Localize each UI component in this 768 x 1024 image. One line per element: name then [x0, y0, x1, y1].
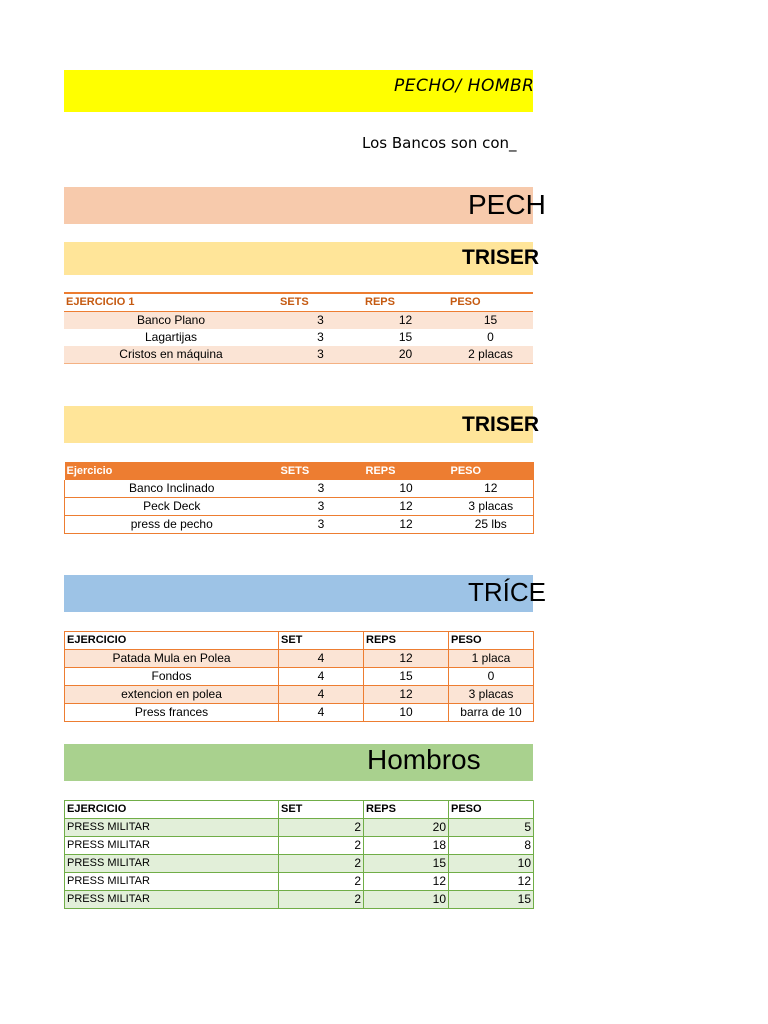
section-header-hombros: [64, 744, 533, 781]
header-cell: PESO: [448, 293, 533, 312]
section-title-triserie-2: TRISER: [462, 413, 540, 436]
exercise-cell[interactable]: Press frances: [65, 704, 279, 722]
sets-cell[interactable]: 4: [279, 704, 364, 722]
exercise-table-triceps: [64, 631, 534, 722]
table-row: [65, 819, 534, 837]
exercise-cell[interactable]: Fondos: [65, 668, 279, 686]
sets-cell[interactable]: 2: [279, 855, 364, 873]
sets-cell[interactable]: 3: [279, 516, 364, 534]
header-cell: SET: [279, 632, 364, 650]
header-cell: Ejercicio: [65, 462, 279, 480]
reps-cell[interactable]: 12: [364, 498, 449, 516]
weight-cell[interactable]: barra de 10: [449, 704, 534, 722]
weight-cell[interactable]: 25 lbs: [449, 516, 534, 534]
weight-cell[interactable]: 2 placas: [448, 346, 533, 364]
weight-cell[interactable]: 0: [487, 330, 494, 344]
header-cell: REPS: [364, 632, 449, 650]
exercise-cell[interactable]: Lagartijas: [144, 330, 198, 344]
section-header-triceps: [64, 575, 546, 612]
exercise-cell[interactable]: Banco Plano: [64, 312, 278, 330]
reps-cell[interactable]: 12: [364, 650, 449, 668]
header-cell: REPS: [363, 293, 448, 312]
sets-cell[interactable]: 3: [279, 480, 364, 498]
reps-cell[interactable]: 20: [363, 346, 448, 364]
table-row: [65, 498, 534, 516]
table-row: [65, 650, 534, 668]
reps-cell[interactable]: 15: [364, 855, 449, 873]
table-header-row: [64, 293, 533, 312]
sets-cell[interactable]: 4: [279, 668, 364, 686]
sets-cell[interactable]: 3: [278, 312, 363, 330]
weight-cell[interactable]: 0: [449, 668, 534, 686]
sets-cell[interactable]: 2: [279, 819, 364, 837]
header-cell: PESO: [449, 462, 534, 480]
sets-cell[interactable]: 3: [278, 346, 363, 364]
exercise-cell[interactable]: Patada Mula en Polea: [65, 650, 279, 668]
table-row: [65, 668, 534, 686]
sets-cell[interactable]: 2: [279, 891, 364, 909]
reps-cell[interactable]: 12: [364, 873, 449, 891]
weight-cell[interactable]: 1 placa: [449, 650, 534, 668]
weight-cell[interactable]: 12: [449, 480, 534, 498]
sets-cell[interactable]: 3: [279, 498, 364, 516]
exercise-cell[interactable]: PRESS MILITAR: [65, 891, 279, 909]
table-header-row: [65, 632, 534, 650]
reps-cell[interactable]: 12: [364, 686, 449, 704]
sets-cell[interactable]: 3: [317, 330, 324, 344]
exercise-table-hombros: [64, 800, 534, 909]
weight-cell[interactable]: 15: [449, 891, 534, 909]
header-cell: SETS: [279, 462, 364, 480]
title-band: [64, 70, 533, 112]
exercise-cell[interactable]: PRESS MILITAR: [65, 819, 279, 837]
section-title-triceps: TRÍCE: [468, 577, 546, 607]
exercise-cell[interactable]: Peck Deck: [65, 498, 279, 516]
section-header-triserie-2: [64, 406, 540, 443]
reps-cell[interactable]: 15: [364, 668, 449, 686]
reps-cell[interactable]: 15: [398, 330, 413, 344]
exercise-table-2: [64, 462, 534, 534]
table-row: [65, 704, 534, 722]
table-row: [64, 312, 533, 330]
exercise-cell[interactable]: press de pecho: [65, 516, 279, 534]
sets-cell[interactable]: 2: [279, 837, 364, 855]
weight-cell[interactable]: 15: [448, 312, 533, 330]
bench-note: Los Bancos son con_: [362, 134, 517, 152]
reps-cell[interactable]: 12: [364, 516, 449, 534]
header-cell: REPS: [364, 462, 449, 480]
sets-cell[interactable]: 4: [279, 650, 364, 668]
exercise-cell[interactable]: Cristos en máquina: [64, 346, 278, 364]
table-header-row: [65, 801, 534, 819]
weight-cell[interactable]: 5: [449, 819, 534, 837]
weight-cell[interactable]: 10: [449, 855, 534, 873]
reps-cell[interactable]: 18: [364, 837, 449, 855]
page-title: PECHO/ HOMBR: [394, 76, 535, 96]
header-cell: EJERCICIO: [65, 632, 279, 650]
header-cell: EJERCICIO 1: [64, 293, 278, 312]
table-row: [65, 891, 534, 909]
exercise-cell[interactable]: PRESS MILITAR: [65, 837, 279, 855]
weight-cell[interactable]: 12: [449, 873, 534, 891]
weight-cell[interactable]: 3 placas: [449, 498, 534, 516]
exercise-cell[interactable]: Banco Inclinado: [65, 480, 279, 498]
table-row: [65, 686, 534, 704]
section-title-hombros: Hombros: [367, 744, 481, 775]
reps-cell[interactable]: 10: [364, 704, 449, 722]
exercise-table-1: [64, 292, 533, 364]
table-row: [65, 480, 534, 498]
section-title-pecho: PECH: [468, 189, 546, 220]
table-row: [65, 873, 534, 891]
table-row: [65, 516, 534, 534]
weight-cell[interactable]: 8: [449, 837, 534, 855]
sets-cell[interactable]: 4: [279, 686, 364, 704]
table-row: [65, 837, 534, 855]
sets-cell[interactable]: 2: [279, 873, 364, 891]
section-title-triserie-1: TRISER: [462, 246, 540, 269]
reps-cell[interactable]: 12: [363, 312, 448, 330]
header-cell: PESO: [449, 801, 534, 819]
reps-cell[interactable]: 10: [364, 480, 449, 498]
table-row: [64, 329, 533, 346]
header-cell: SETS: [278, 293, 363, 312]
header-cell: REPS: [364, 801, 449, 819]
table-row: [64, 346, 533, 364]
table-row: [65, 855, 534, 873]
reps-cell[interactable]: 10: [364, 891, 449, 909]
header-cell: SET: [279, 801, 364, 819]
section-header-triserie-1: [64, 242, 540, 275]
exercise-cell[interactable]: PRESS MILITAR: [65, 855, 279, 873]
table-header-row: [65, 462, 534, 480]
section-header-pecho: [64, 187, 546, 224]
exercise-cell[interactable]: extencion en polea: [65, 686, 279, 704]
header-cell: PESO: [449, 632, 534, 650]
header-cell: EJERCICIO: [65, 801, 279, 819]
exercise-cell[interactable]: PRESS MILITAR: [65, 873, 279, 891]
reps-cell[interactable]: 20: [364, 819, 449, 837]
spreadsheet-page: [64, 0, 546, 1024]
weight-cell[interactable]: 3 placas: [449, 686, 534, 704]
